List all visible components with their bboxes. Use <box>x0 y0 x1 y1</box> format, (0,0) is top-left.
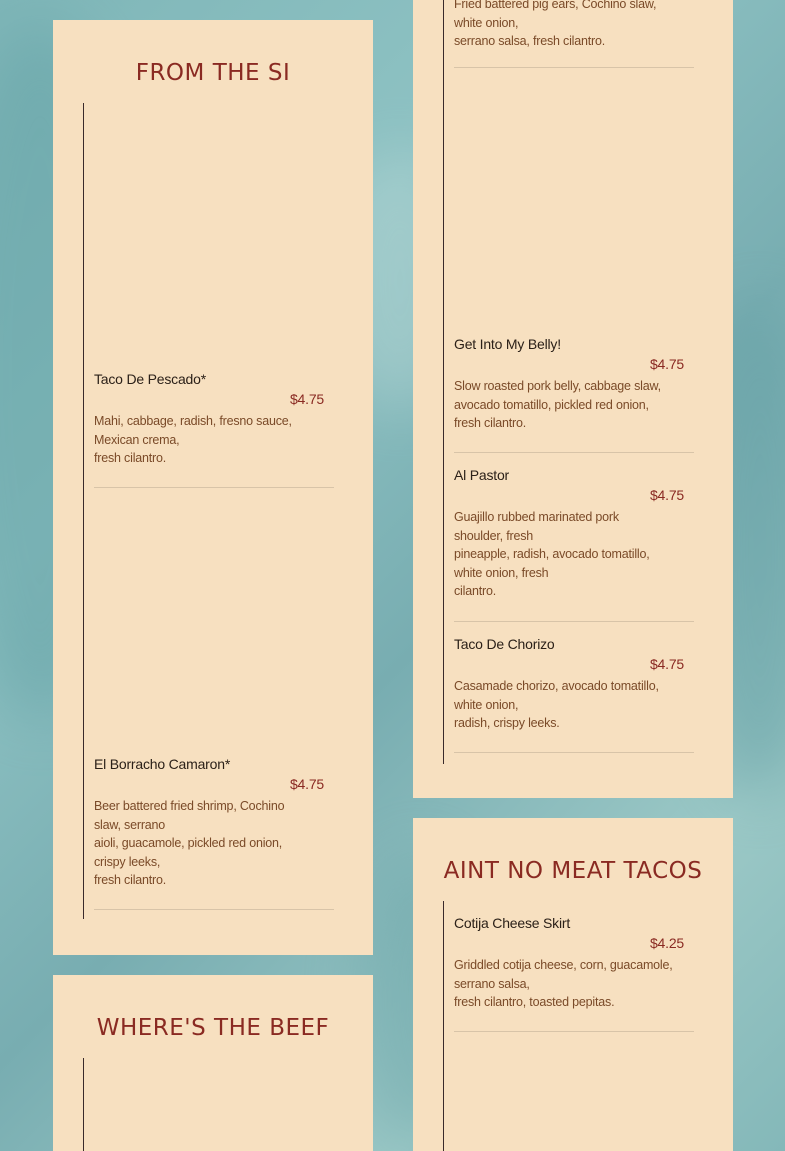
item-separator <box>454 67 694 68</box>
section-title: AINT NO MEAT TACOS <box>443 858 703 884</box>
item-name: Al Pastor <box>454 467 509 483</box>
item-separator <box>454 452 694 453</box>
menu-divider-line <box>443 901 444 1151</box>
menu-item-cotija-cheese-skirt[interactable] <box>454 915 694 1012</box>
menu-item-taco-de-chorizo[interactable] <box>454 636 694 733</box>
item-name: El Borracho Camaron* <box>94 756 231 772</box>
item-name: Taco De Chorizo <box>454 636 555 652</box>
item-price: $4.75 <box>289 776 324 792</box>
menu-card-wheres-the-beef <box>53 975 373 1151</box>
item-description: Griddled cotija cheese, corn, guacamole, serrano salsa, fresh cilantro, toasted pepitas. <box>454 958 673 1010</box>
menu-divider-line <box>83 103 84 919</box>
menu-card-pork-section <box>413 0 733 798</box>
menu-card-aint-no-meat-tacos <box>413 818 733 1151</box>
item-separator <box>454 1031 694 1032</box>
menu-divider-line <box>83 1058 84 1151</box>
item-price: $4.75 <box>649 487 684 503</box>
item-separator <box>454 621 694 622</box>
item-price: $4.25 <box>649 935 684 951</box>
menu-divider-line <box>443 0 444 764</box>
section-title: WHERE'S THE BEEF <box>96 1015 330 1041</box>
item-description: Casamade chorizo, avocado tomatillo, white onion, radish, crispy leeks. <box>454 679 659 731</box>
item-separator <box>94 909 334 910</box>
item-price: $4.75 <box>289 391 324 407</box>
item-separator <box>94 487 334 488</box>
menu-item-pig-ears[interactable] <box>454 0 694 51</box>
item-name: Get Into My Belly! <box>454 336 561 352</box>
item-name: Cotija Cheese Skirt <box>454 915 571 931</box>
item-price: $4.75 <box>649 656 684 672</box>
menu-item-al-pastor[interactable] <box>454 467 694 601</box>
menu-item-taco-de-pescado[interactable] <box>94 371 334 468</box>
menu-item-get-into-my-belly[interactable] <box>454 336 694 433</box>
menu-card-from-the-sea <box>53 20 373 955</box>
section-title: FROM THE SI <box>135 60 291 86</box>
item-description: Beer battered fried shrimp, Cochino slaw, serrano aioli, guacamole, pickled red onion, crispy leeks, fresh cilantro. <box>94 799 285 888</box>
item-price: $4.75 <box>649 356 684 372</box>
menu-item-el-borracho-camaron[interactable] <box>94 756 334 890</box>
item-name: Taco De Pescado* <box>94 371 206 387</box>
item-description: Slow roasted pork belly, cabbage slaw, avocado tomatillo, pickled red onion, fresh cilantro. <box>454 379 661 431</box>
item-description: Guajillo rubbed marinated pork shoulder, fresh pineapple, radish, avocado tomatillo, white onion, fresh cilantro. <box>454 510 650 599</box>
item-separator <box>454 752 694 753</box>
item-description: Mahi, cabbage, radish, fresno sauce, Mexican crema, fresh cilantro. <box>94 414 292 466</box>
item-description: Fried battered pig ears, Cochino slaw, white onion, serrano salsa, fresh cilantro. <box>454 0 657 49</box>
